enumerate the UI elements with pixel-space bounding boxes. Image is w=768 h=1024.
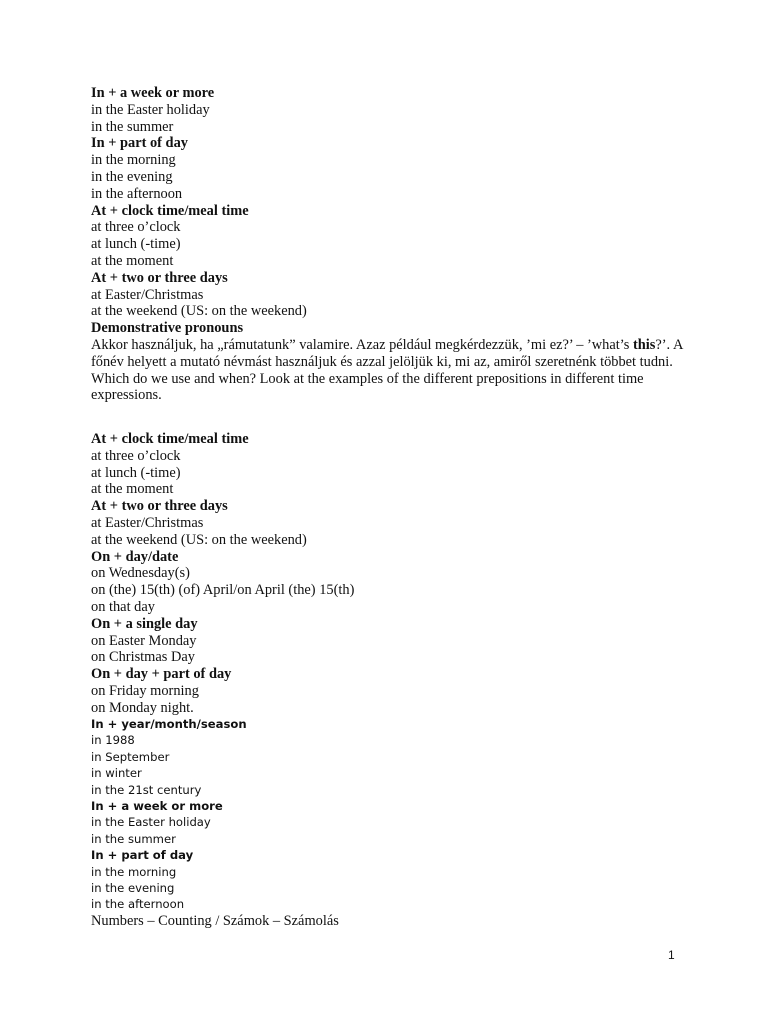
numbers-counting-heading: Numbers – Counting / Számok – Számolás — [91, 913, 339, 929]
heading-in-year-month-season: In + year/month/season — [91, 717, 247, 731]
example-line: in 1988 — [91, 733, 135, 748]
heading-demonstrative-pronouns: Demonstrative pronouns — [91, 320, 244, 337]
example-line: at the moment — [91, 252, 174, 269]
example-line: at the moment — [91, 481, 174, 498]
heading-in-week-or-more: In + a week or more — [91, 85, 215, 101]
example-line: in the Easter holiday — [91, 101, 210, 118]
example-line: in the Easter holiday — [91, 815, 211, 830]
heading-on-day-part-of-day: On + day + part of day — [91, 666, 232, 683]
section-time-prepositions-3 — [91, 716, 691, 913]
heading-in-part-of-day: In + part of day — [91, 135, 188, 152]
paragraph-hungarian: Akkor használjuk, ha „rámutatunk” valamire. Azaz például megkérdezzük, ’mi ez?’ – ’what’s this?’. A főnév helyett a mutató névmást használjuk és azzal jelöljük ki, mi az, amiről szeretnénk többet tudni. — [91, 337, 683, 370]
example-line: on Christmas Day — [91, 649, 195, 666]
heading-on-single-day: On + a single day — [91, 615, 198, 632]
example-line: at Easter/Christmas — [91, 514, 204, 531]
example-line: on that day — [91, 598, 155, 615]
page-number: 1 — [668, 948, 675, 962]
heading-in-week-or-more: In + a week or more — [91, 799, 223, 814]
example-line: on Monday night. — [91, 699, 194, 716]
heading-at-two-or-three-days: At + two or three days — [91, 498, 228, 515]
example-line: on Easter Monday — [91, 632, 197, 649]
example-line: in the afternoon — [91, 185, 183, 202]
heading-on-day-date: On + day/date — [91, 548, 179, 565]
heading-in-part-of-day: In + part of day — [91, 848, 194, 863]
example-line: in the morning — [91, 152, 176, 169]
example-line: on Friday morning — [91, 682, 199, 699]
example-line: on Wednesday(s) — [91, 565, 190, 582]
example-line: at three o’clock — [91, 219, 181, 236]
heading-at-two-or-three-days: At + two or three days — [91, 269, 228, 286]
demonstrative-paragraph — [91, 337, 691, 404]
example-line: at lunch (-time) — [91, 236, 181, 253]
example-line: in the evening — [91, 881, 175, 896]
example-line: at lunch (-time) — [91, 464, 181, 481]
bold-word-this: this — [632, 337, 656, 353]
example-line: in the afternoon — [91, 897, 185, 912]
example-line: at three o’clock — [91, 447, 181, 464]
example-line: at Easter/Christmas — [91, 286, 204, 303]
section-time-prepositions-1 — [91, 85, 691, 337]
example-line: in the summer — [91, 831, 176, 846]
paragraph-english: Which do we use and when? Look at the examples of the different prepositions in different time expressions. — [91, 370, 644, 404]
heading-at-clock-time: At + clock time/meal time — [91, 202, 249, 219]
example-line: in winter — [91, 766, 142, 781]
example-line: at the weekend (US: on the weekend) — [91, 531, 307, 548]
section-time-prepositions-2 — [91, 431, 691, 717]
example-line: in the 21st century — [91, 782, 202, 797]
heading-at-clock-time: At + clock time/meal time — [91, 431, 249, 447]
example-line: in September — [91, 749, 170, 764]
example-line: in the summer — [91, 118, 174, 135]
example-line: in the morning — [91, 864, 177, 879]
example-line: in the evening — [91, 168, 173, 185]
example-line: on (the) 15(th) (of) April/on April (the) 15(th) — [91, 582, 355, 599]
example-line: at the weekend (US: on the weekend) — [91, 303, 307, 320]
